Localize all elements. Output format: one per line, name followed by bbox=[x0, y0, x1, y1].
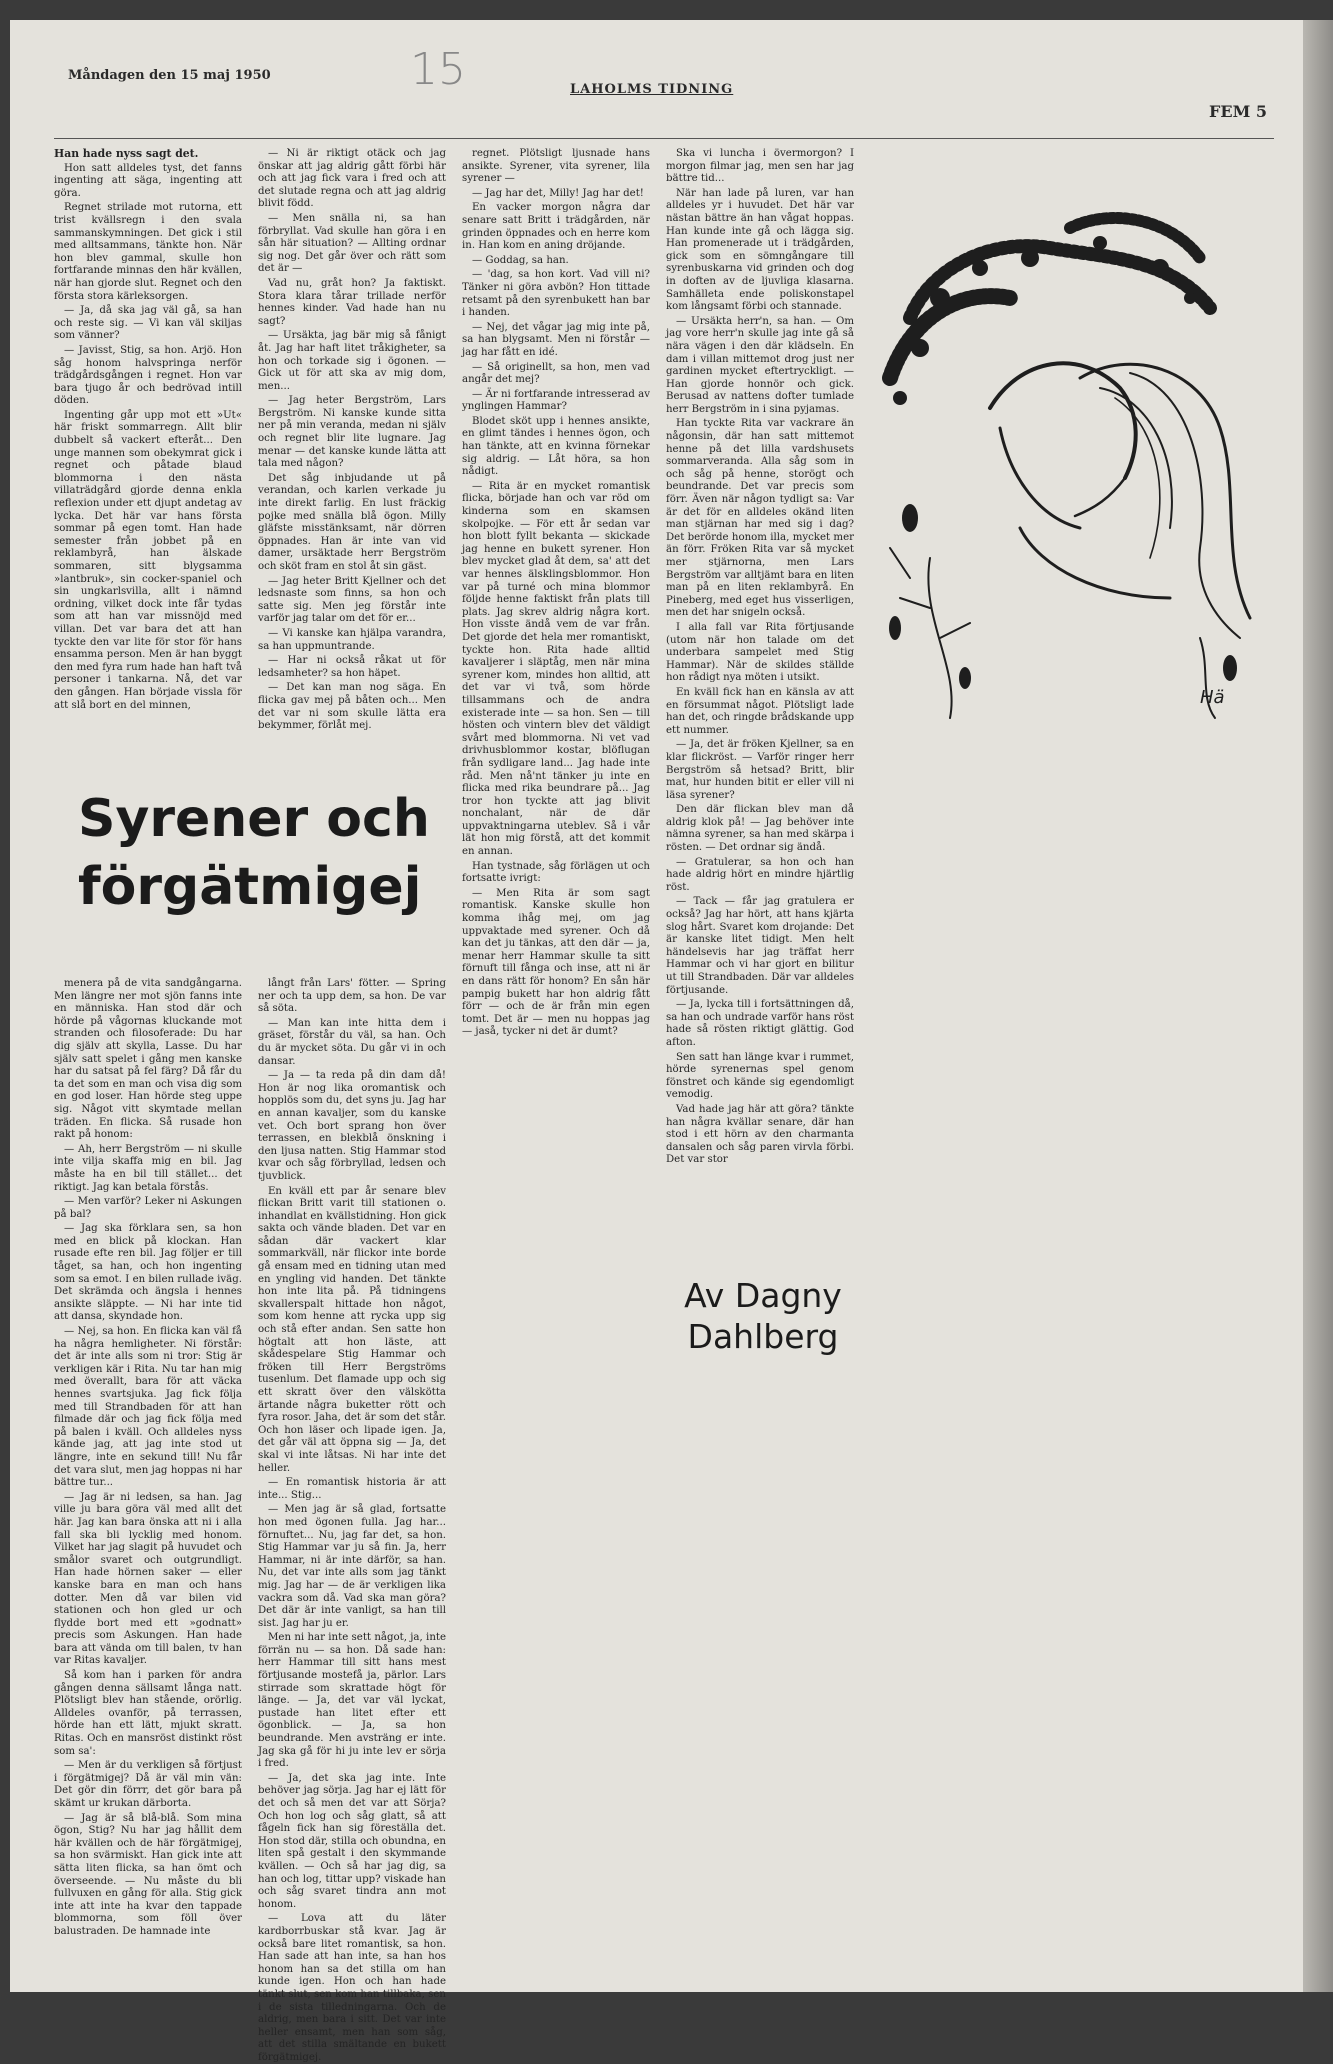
article-title-line-1: Syrener och bbox=[78, 789, 430, 849]
article-paragraph: — Men snälla ni, sa han förbryllat. Vad skulle han göra i en sån här situation? — Allting ordnar sig nog. Det går över och rätt som det är — bbox=[258, 212, 446, 275]
article-paragraph: — Rita är en mycket romantisk flicka, började han och var röd om kinderna som en skamsen skolpojke. — För ett år sedan var hon blott fyllt bekanta — skickade jag henne en bukett syrener. Hon blev mycket glad åt dem, sa' att det var hennes älsklingsblommor. Hon var på turné och mina blommor följde henne faktiskt från plats till plats. Jag skrev aldrig några kort. Hon visste ändå vem de var från. Det gjorde det hela mer romantiskt, tyckte hon. Rita hade alltid kavaljerer i släptåg, men när mina syrener kom, mindes hon alltid, att det var vi två, som hörde tillsammans och de andra existerade inte — sa hon. Sen — till hösten och vintern blev det väldigt svårt med blommorna. Ni vet vad drivhusblommor kostar, blöflugan från sydligare land... Jag hade inte råd. Men nå'nt tänker ju inte en flicka med rika beundrare på... Jag tror hon tyckte att jag blivit nonchalant, när de där uppvaktningarna uteblev. Så i vår lät hon mig förstå, att det kommit en annan. bbox=[462, 480, 650, 858]
article-title bbox=[78, 785, 448, 921]
article-paragraph: — Ah, herr Bergström — ni skulle inte vilja skaffa mig en bil. Jag måste ha en bil till stället... det riktigt. Jag kan betala förstås. bbox=[54, 1143, 242, 1193]
article-paragraph: Sen satt han länge kvar i rummet, hörde syrenernas spel genom fönstret och kände sig egendomligt vemodig. bbox=[666, 1051, 854, 1101]
article-paragraph: regnet. Plötsligt ljusnade hans ansikte. Syrener, vita syrener, lila syrener — bbox=[462, 148, 650, 185]
article-paragraph: — Javisst, Stig, sa hon. Arjö. Hon såg honom halvspringa nerför trädgårdsgången i regnet. Hon var bara tjugo år och bedrövad intill döden. bbox=[54, 344, 242, 407]
article-paragraph: — Jag är så blå-blå. Som mina ögon, Stig? Nu har jag hållit dem här kvällen och de här förgätmigej, sa hon svärmiskt. Han gick inte att sätta liten flicka, sa han ömt och överseende. — Nu måste du bli fullvuxen en gång för alla. Stig gick inte att inte ha kvar den tappade blommorna, som föll över balustraden. De hamnade inte bbox=[54, 1812, 242, 1937]
article-paragraph: Han tystnade, såg förlägen ut och fortsatte ivrigt: bbox=[462, 860, 650, 885]
header-newspaper-name: LAHOLMS TIDNING bbox=[570, 82, 734, 97]
article-paragraph: Men ni har inte sett något, ja, inte förrän nu — sa hon. Då sade han: herr Hammar till sitt hans mest förtjusande mostefå ja, pärlor. Lars stirrade som skrattade högt för länge. — Ja, det var väl lyckat, pustade han litet efter ett ögonblick. — Ja, sa hon beundrande. Men avsträng er inte. Jag ska gå för hi ju inte lev er sörja i fred. bbox=[258, 1632, 446, 1770]
article-column-4 bbox=[666, 148, 854, 1188]
article-paragraph: En kväll fick han en känsla av att en försummat något. Plötsligt lade han det, och ringde brådskande upp ett nummer. bbox=[666, 686, 854, 736]
article-paragraph: — Så originellt, sa hon, men vad angår det mej? bbox=[462, 361, 650, 386]
newspaper-page bbox=[10, 20, 1303, 2063]
article-paragraph: Det såg inbjudande ut på verandan, och karlen verkade ju inte direkt farlig. En lust fräckig pojke med snälla blå ögon. Milly gläfste misstänksamt, när dörren öppnades. Han är inte van vid damer, ursäktade herr Bergström och sköt fram en stol åt sin gäst. bbox=[258, 472, 446, 572]
article-paragraph: — Men Rita är som sagt romantisk. Kanske skulle hon komma ihåg mej, om jag uppvaktade med syrener. Och då kan det ju tänkas, att den där — ja, menar herr Hammar skulle ta sitt förnuft till fånga och inse, att ni är en dans rätt för honom? En sån här pampig bukett har hon aldrig fått förr — och de är från min egen tomt. Det är — men nu hoppas jag — jaså, tycker ni det är dumt? bbox=[462, 887, 650, 1038]
article-paragraph: Den där flickan blev man då aldrig klok på! — Jag behöver inte nämna syrener, sa han med skärpa i rösten. — Det ordnar sig ändå. bbox=[666, 804, 854, 854]
article-paragraph: — Men varför? Leker ni Askungen på bal? bbox=[54, 1196, 242, 1220]
article-paragraph: — Ja — ta reda på din dam då! Hon är nog lika oromantisk och hopplös som du, det syns ju. Jag har en annan kavaljer, som du kanske vet. Och bort sprang hon över terrassen, en blekblå önskning i den ljusa natten. Stig Hammar stod kvar och såg förbryllad, ledsen och tjuvblick. bbox=[258, 1070, 446, 1182]
article-paragraph: Blodet sköt upp i hennes ansikte, en glimt tändes i hennes ögon, och han tänkte, att en kvinna förnekar sig aldrig. — Låt höra, sa hon nådigt. bbox=[462, 415, 650, 478]
article-paragraph: långt från Lars' fötter. — Spring ner och ta upp dem, sa hon. De var så söta. bbox=[258, 978, 446, 1015]
article-paragraph: — Ursäkta, jag bär mig så fånigt åt. Jag har haft litet tråkigheter, sa hon och torkade sig i ögonen. — Gick ut för att ska av mig dom, men... bbox=[258, 330, 446, 392]
article-paragraph: — Tack — får jag gratulera er också? Jag har hört, att hans kjärta slog hårt. Svaret kom drojande: Det är kanske litet tidigt. Men helt händelsevis har jag träffat herr Hammar och vi har gjort en bilitur ut till Strandbaden. Där var alldeles förtjusande. bbox=[666, 896, 854, 996]
article-paragraph: — Ursäkta herr'n, sa han. — Om jag vore herr'n skulle jag inte gå så nära vägen i den där klädseln. En dam i villan mittemot drog just ner gardinen mycket eftertryckligt. — Han gjorde honnör och gick. Berusad av nattens dofter tumlade herr Bergström in i sina pyjamas. bbox=[666, 315, 854, 415]
article-column-2-bottom bbox=[258, 978, 446, 2063]
article-paragraph: I alla fall var Rita förtjusande (utom när hon talade om det underbara sampelet med Stig Hammar). När de skildes ställde hon rådigt nya möten i utsikt. bbox=[666, 621, 854, 684]
article-paragraph: — Ja, då ska jag väl gå, sa han och reste sig. — Vi kan väl skiljas som vänner? bbox=[54, 305, 242, 342]
article-paragraph: — Men är du verkligen så förtjust i förgätmigej? Då är väl min vän: Det gör din förrr, det gör bara på skämt ur krukan därborta. bbox=[54, 1760, 242, 1809]
article-paragraph: Han tyckte Rita var vackrare än någonsin, där han satt mittemot henne på det lilla vardshusets sommarveranda. Alla såg som in och såg på henne, storögt och beundrande. Det var precis som förr. Även när någon tydligt sa: Var är det för en alldeles okänd liten man stjärnan har med sig i dag? Det berörde honom illa, mycket mer än förr. Fröken Rita var så mycket mer stjärnorna, men Lars Bergström var alltjämt bara en liten man på en liten reklambyrå. En Pineberg, med eget hus visserligen, men det har snigeln också. bbox=[666, 418, 854, 619]
header-page-number: FEM 5 bbox=[1209, 102, 1267, 121]
article-paragraph: — Är ni fortfarande intresserad av ynglingen Hammar? bbox=[462, 388, 650, 413]
article-paragraph: menera på de vita sandgångarna. Men längre ner mot sjön fanns inte en människa. Han stod där och hörde på vågornas kluckande mot stranden och filosoferade: Du har dig själv att skylla, Lasse. Du har själv satt spelet i gång men kanske har du satsat på fel färg? Då får du ta det som en man och visa dig som en god loser. Han hörde steg uppe sig. Något vitt skymtade mellan träden. En flicka. Så rusade hon rakt på honom: bbox=[54, 978, 242, 1141]
article-column-4-bottom bbox=[666, 1365, 854, 1978]
article-paragraph: Han hade nyss sagt det. bbox=[54, 147, 199, 160]
article-paragraph: Så kom han i parken för andra gången denna sällsamt långa natt. Plötsligt blev han stående, orörlig. Alldeles ovanför, på terrassen, hörde han ett lätt, mjukt skratt. Ritas. Och en mansröst distinkt röst som sa': bbox=[54, 1670, 242, 1757]
byline-line-2: Dahlberg bbox=[687, 1317, 839, 1356]
byline-line-1: Av Dagny bbox=[684, 1276, 842, 1315]
article-column-3 bbox=[462, 148, 650, 1978]
article-column-1-top bbox=[54, 148, 242, 784]
article-paragraph: — Jag heter Bergström, Lars Bergström. Ni kanske kunde sitta ner på min veranda, medan ni själv och regnet blir lite lugnare. Jag menar — det kanske kunde lätta att tala med någon? bbox=[258, 395, 446, 470]
article-paragraph: — Har ni också råkat ut för ledsamheter? sa hon häpet. bbox=[258, 655, 446, 679]
article-paragraph: — Vi kanske kan hjälpa varandra, sa han uppmuntrande. bbox=[258, 627, 446, 652]
article-paragraph: Ingenting går upp mot ett »Ut« här friskt sommarregn. Allt blir dubbelt så vackert efteråt... Den unge mannen som obekymrat gick i regnet och påtade blaud blommorna i den nästa villaträdgård gjorde denna enkla reflexion under ett djupt andetag av lycka. Det här var hans första sommar på egen tomt. Han hade semester från jobbet på en reklambyrå, han älskade sommaren, sitt blygsamma »lantbruk», sin cocker-spaniel och sin ungkarlsvilla, allt i nämnd ordning, vilket dock inte får tydas som att han var missnöjd med villan. Det var bara det att han tyckte den var lite för stor för hans ensamma person. Men är han byggt den med fyra rum hade han haft två personer i tankarna. Nå, det var den gången. Han började vissla för att slå bort en del minnen, bbox=[54, 409, 242, 711]
article-paragraph: — Det kan man nog säga. En flicka gav mej på båten och... Men det var ni som skulle lätta era bekymmer, förlåt mej. bbox=[258, 682, 446, 732]
pencil-page-mark: 15 bbox=[410, 44, 466, 95]
article-paragraph: — Gratulerar, sa hon och han hade aldrig hört en mindre hjärtlig röst. bbox=[666, 856, 854, 893]
article-paragraph: Regnet strilade mot rutorna, ett trist kvällsregn i den svala sammanskymningen. Det gick i stil med alltsammans, tänkte hon. När hon blev gammal, skulle hon fortfarande minnas den här kvällen, när han gjorde slut. Regnet och den första stora kärleksorgen. bbox=[54, 202, 242, 302]
article-byline bbox=[678, 1275, 848, 1357]
article-paragraph: När han lade på luren, var han alldeles yr i huvudet. Det här var nästan bättre än han vågat hoppas. Han kunde inte gå och lägga sig. Han promenerade ut i trädgården, gick som en sömngångare till syrenbuskarna vid grinden och dog in doften av de ljuvliga klasarna. Samhälleta ende poliskonstapel kom långsamt förbi och stannade. bbox=[666, 187, 854, 313]
article-paragraph: — Nej, det vågar jag mig inte på, sa han blygsamt. Men ni förstår — jag har fått en idé. bbox=[462, 321, 650, 358]
article-paragraph: — Jag är ni ledsen, sa han. Jag ville ju bara göra väl med allt det här. Jag kan bara önska att ni i alla fall ska bli lycklig med honom. Vilket har jag slagit på huvudet och smålor svaret och outgrundligt. Han hade hörnen saker — eller kanske bara en man och hans dotter. Men då var bilen vid stationen och hon gled ur och flydde bort med ett »godnatt» precis som Askungen. Han hade bara att vända om till balen, tv han var Ritas kavaljer. bbox=[54, 1491, 242, 1667]
kissing-couple-illustration bbox=[870, 198, 1278, 723]
article-paragraph: — En romantisk historia är att inte... Stig... bbox=[258, 1477, 446, 1501]
article-paragraph: — 'dag, sa hon kort. Vad vill ni? Tänker ni göra avbön? Hon tittade retsamt på den syrenbukett han bar i handen. bbox=[462, 269, 650, 319]
article-paragraph: — Men jag är så glad, fortsatte hon med ögonen fulla. Jag har... förnuftet... Nu, jag far det, sa hon. Stig Hammar var ju så fin. Ja, herr Hammar, ni är inte därför, sa han. Nu, det var inte alls som jag tänkt mig. Jag har — de är verkligen lika vackra som då. Vad ska man göra? Det där är inte vanligt, sa han till sist. Jag har ju er. bbox=[258, 1504, 446, 1629]
article-title-line-2: förgätmigej bbox=[78, 857, 422, 917]
header-rule bbox=[54, 138, 1274, 139]
article-paragraph: Vad nu, gråt hon? Ja faktiskt. Stora klara tårar trillade nerför hennes kinder. Vad hade han nu sagt? bbox=[258, 277, 446, 327]
article-paragraph: — Lova att du läter kardborrbuskar stå kvar. Jag är också bare litet romantisk, sa hon. Han sade att han inte, sa han hos honom han sa det stilla om han kunde igen. Hon och han hade tänkt slut, sen kom han tillbaka, sen i de sista tilledningarna. Och de aldrig, men bara i sitt. Det var inte heller ensamt, men han som såg, att det stilla smältande en bukett förgätmigej. bbox=[258, 1913, 446, 2063]
article-paragraph: — Ni är riktigt otäck och jag önskar att jag aldrig gått förbi här och att jag fick vara i fred och att det slutade regna och att jag aldrig blivit född. bbox=[258, 148, 446, 210]
illustration-signature: Hä bbox=[1200, 687, 1225, 708]
article-paragraph: — Ja, det är fröken Kjellner, sa en klar flickröst. — Varför ringer herr Bergström så hetsad? Britt, blir mat, hur hunden bitit er eller vill ni läsa syrener? bbox=[666, 739, 854, 801]
article-column-2-top bbox=[258, 148, 446, 784]
article-paragraph: En kväll ett par år senare blev flickan Britt varit till stationen o. inhandlat en kvällstidning. Hon gick sakta och vände bladen. Det var en sådan där vackert klar sommarkväll, när flickor inte borde gå ensam med en tidning utan med en yngling vid handen. Det tänkte hon inte lita på. På tidningens skvallerspalt hittade hon något, som kom henne att rycka upp sig och stå efter andan. Sen satte hon högtalt att hon läste, att skådespelare Stig Hammar och fröken till Herr Bergströms tusenlum. Det flamade upp och sig ett skratt över den välskötta ärtande några buketter rött och fyra rosor. Jaha, det är som det står. Och hon läser och lipade igen. Ja, det går väl att öppna sig — Ja, det skal vi inte låtsas. Ni har inte det heller. bbox=[258, 1185, 446, 1474]
article-paragraph: En vacker morgon några dar senare satt Britt i trädgården, när grinden öppnades och en herre kom in. Han kom en aning dröjande. bbox=[462, 202, 650, 252]
article-paragraph: — Nej, sa hon. En flicka kan väl få ha några hemligheter. Ni förstår: det är inte alls som ni tror: Stig är verkligen kär i Rita. Nu tar han mig med överallt, bara för att väcka hennes svartsjuka. Jag fick följa med till Strandbaden för att han filmade där och jag fick följa med på balen i kväll. Och alldeles nyss kände jag, att jag inte stod ut längre, inte en sekund till! Nu får det vara slut, men jag hoppas ni har bättre tur... bbox=[54, 1326, 242, 1489]
page-edge bbox=[1303, 20, 1333, 1992]
article-paragraph: — Ja, det ska jag inte. Inte behöver jag sörja. Jag har ej lätt för det och så men det var att Sörja? Och hon log och såg glatt, så att fågeln fick han sig föreställa det. Hon stod där, stilla och obundna, en liten spå gestalt i den skymmande kvällen. — Och så har jag dig, sa han och log, tittar upp? viskade han och såg svaret tindra ann mot honom. bbox=[258, 1772, 446, 1910]
article-paragraph: — Ja, lycka till i fortsättningen då, sa han och undrade varför hans röst hade så rösten riktigt glättig. God afton. bbox=[666, 999, 854, 1048]
article-paragraph: — Jag heter Britt Kjellner och det ledsnaste som finns, sa hon och satte sig. Men jeg förstår inte varför jag talar om det för er... bbox=[258, 575, 446, 625]
article-paragraph: — Goddag, sa han. bbox=[472, 254, 569, 266]
article-paragraph: — Man kan inte hitta dem i gräset, förstår du väl, sa han. Och du är mycket söta. Du går vi in och dansar. bbox=[258, 1017, 446, 1067]
article-column-1-bottom bbox=[54, 978, 242, 1978]
article-paragraph: — Jag ska förklara sen, sa hon med en blick på klockan. Han rusade efte ren bil. Jag följer er till tåget, sa han, och hon ingenting som sa emot. I en bilen rullade iväg. Det skrämda och ängsla i hennes ansikte släppte. — Ni har inte tid att dansa, skyndade hon. bbox=[54, 1223, 242, 1323]
article-paragraph: Vad hade jag här att göra? tänkte han några kvällar senare, där han stod i ett hörn av den charmanta dansalen och såg paren virvla förbi. Det var stor bbox=[666, 1103, 854, 1166]
article-paragraph: — Jag har det, Milly! Jag har det! bbox=[472, 187, 644, 199]
article-paragraph: Hon satt alldeles tyst, det fanns ingenting att säga, ingenting att göra. bbox=[54, 162, 242, 199]
article-paragraph: Ska vi luncha i övermorgon? I morgon filmar jag, men sen har jag bättre tid... bbox=[666, 148, 854, 185]
header-date: Måndagen den 15 maj 1950 bbox=[68, 68, 271, 83]
